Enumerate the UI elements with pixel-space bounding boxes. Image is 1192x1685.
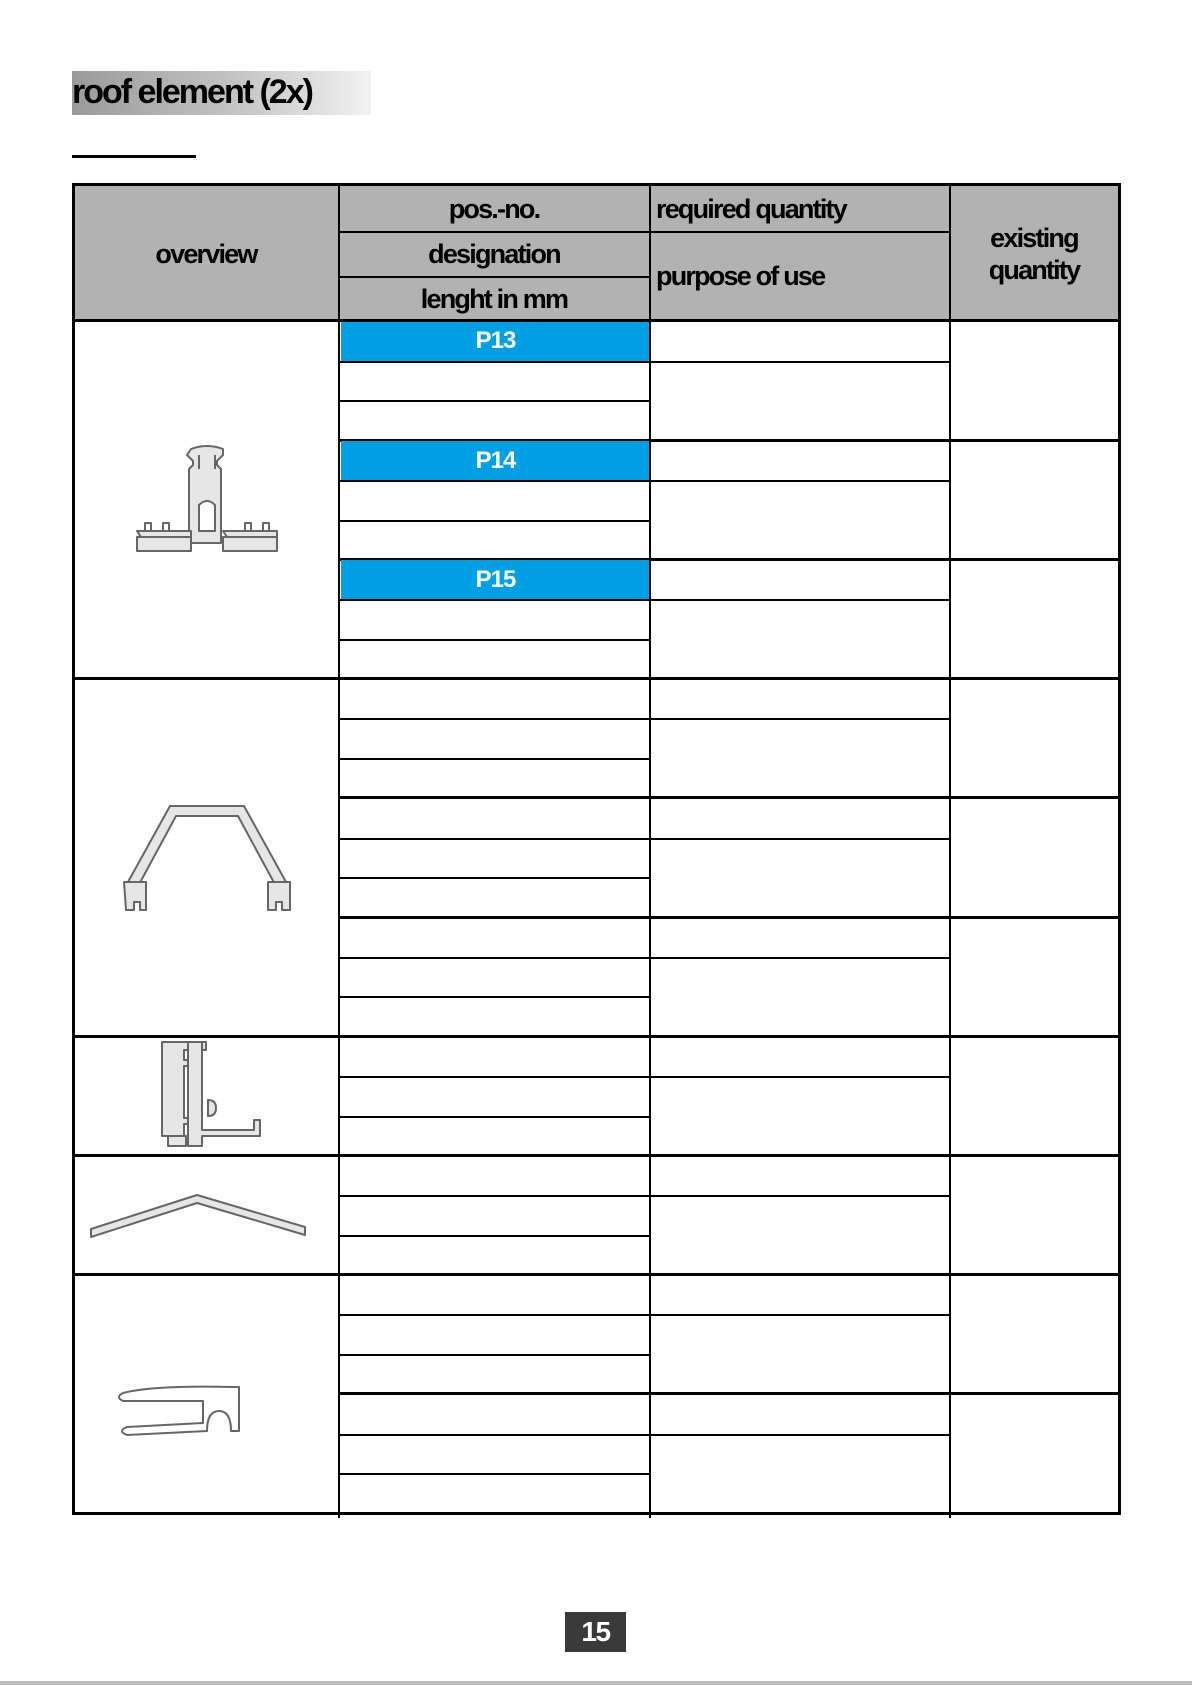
item-divider [339, 1392, 1118, 1395]
item-divider [339, 796, 1118, 799]
row-divider [650, 480, 950, 482]
group-divider [75, 1512, 1118, 1515]
row-divider [650, 599, 950, 601]
header-length: lenght in mm [420, 283, 568, 314]
column-line [649, 186, 651, 1518]
row-divider [339, 1076, 650, 1078]
header-required-quantity: required quantity [656, 193, 846, 224]
row-divider [339, 1434, 650, 1436]
row-divider [339, 1354, 650, 1356]
pos-no-cell [341, 441, 650, 480]
row-divider [339, 838, 650, 840]
row-divider [339, 400, 650, 402]
header-line [339, 231, 650, 233]
row-divider [650, 1434, 950, 1436]
header-overview: overview [155, 238, 257, 269]
row-divider [339, 639, 650, 641]
row-divider [339, 480, 650, 482]
row-divider [339, 877, 650, 879]
row-divider [339, 1235, 650, 1237]
ridge-profile-icon [89, 1193, 309, 1237]
header-line [339, 276, 650, 278]
group-divider [75, 1154, 1118, 1157]
header-purpose-of-use: purpose of use [656, 261, 825, 291]
column-line [338, 186, 340, 1518]
pos-no-label: P15 [475, 565, 516, 593]
header-designation: designation [428, 238, 560, 269]
row-divider [650, 361, 950, 363]
pos-no-cell [341, 322, 650, 361]
row-divider [339, 718, 650, 720]
group-divider [75, 1273, 1118, 1276]
item-divider [339, 916, 1118, 919]
pos-no-label: P14 [475, 446, 516, 474]
page-bottom-rule [0, 1681, 1192, 1685]
header-pos-no: pos.-no. [448, 193, 540, 224]
row-divider [650, 838, 950, 840]
row-divider [339, 957, 650, 959]
pos-no-label: P13 [475, 327, 516, 355]
t-profile-icon [137, 445, 277, 555]
group-divider [75, 1035, 1118, 1038]
page-number: 15 [565, 1612, 626, 1652]
row-divider [339, 1116, 650, 1118]
pos-no-cell [341, 560, 650, 599]
header-existing-quantity: existing quantity [988, 222, 1080, 285]
row-divider [339, 1473, 650, 1475]
row-divider [339, 520, 650, 522]
gutter-clip-profile-icon [113, 1385, 243, 1437]
row-divider [339, 599, 650, 601]
parts-table [72, 183, 1121, 1515]
row-divider [650, 957, 950, 959]
frame-profile-icon [160, 1040, 260, 1148]
group-divider [75, 677, 1118, 680]
row-divider [339, 1195, 650, 1197]
title-underline [72, 155, 196, 158]
row-divider [339, 1314, 650, 1316]
header-line [650, 231, 950, 233]
row-divider [339, 996, 650, 998]
row-divider [339, 361, 650, 363]
header-divider [75, 319, 1118, 322]
row-divider [650, 1076, 950, 1078]
trapezoid-profile-icon [122, 802, 292, 912]
page-title: roof element (2x) [72, 73, 312, 111]
row-divider [650, 1314, 950, 1316]
row-divider [339, 758, 650, 760]
column-line [949, 186, 951, 1518]
row-divider [650, 718, 950, 720]
row-divider [650, 1195, 950, 1197]
